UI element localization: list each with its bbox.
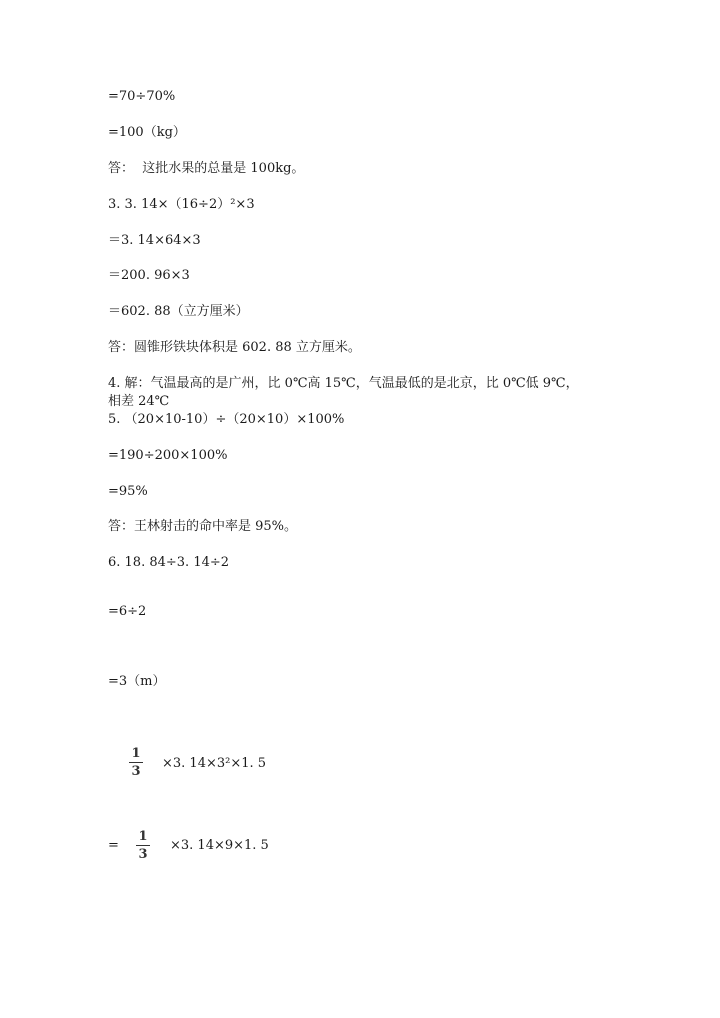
solution-line: ＝200. 96×3 xyxy=(108,268,190,283)
solution-line: ＝602. 88（立方厘米） xyxy=(108,304,249,319)
problem-line: 5. （20×10-10）÷（20×10）×100% xyxy=(108,412,345,427)
solution-line: =3（m） xyxy=(108,674,166,689)
problem-line: 6. 18. 84÷3. 14÷2 xyxy=(108,555,230,570)
fraction-denominator: 3 xyxy=(131,764,141,779)
solution-line: =95% xyxy=(108,484,148,499)
problem-line: 3. 3. 14×（16÷2）²×3 xyxy=(108,197,255,212)
fraction-bar xyxy=(136,845,150,846)
fraction-one-third xyxy=(129,746,143,779)
fraction-denominator: 3 xyxy=(138,847,148,862)
solution-line: =6÷2 xyxy=(108,604,147,619)
formula-expression: ×3. 14×3²×1. 5 xyxy=(162,756,267,771)
formula-equals: = xyxy=(108,838,119,853)
fraction-numerator: 1 xyxy=(131,746,141,761)
problem-line: 相差 24℃ xyxy=(108,394,170,409)
fraction-bar xyxy=(129,762,143,763)
solution-line: =70÷70% xyxy=(108,89,176,104)
solution-line: ＝3. 14×64×3 xyxy=(108,233,201,248)
formula-expression: ×3. 14×9×1. 5 xyxy=(170,838,269,853)
fraction-numerator: 1 xyxy=(138,829,148,844)
answer-line: 答： 这批水果的总量是 100kg。 xyxy=(108,161,305,176)
solution-line: =100（kg） xyxy=(108,125,186,140)
answer-line: 答：王林射击的命中率是 95%。 xyxy=(108,519,298,534)
solution-line: =190÷200×100% xyxy=(108,448,228,463)
answer-line: 答：圆锥形铁块体积是 602. 88 立方厘米。 xyxy=(108,340,361,355)
fraction-one-third xyxy=(136,829,150,862)
problem-line: 4. 解：气温最高的是广州，比 0℃高 15℃，气温最低的是北京，比 0℃低 9℃， xyxy=(108,376,579,391)
